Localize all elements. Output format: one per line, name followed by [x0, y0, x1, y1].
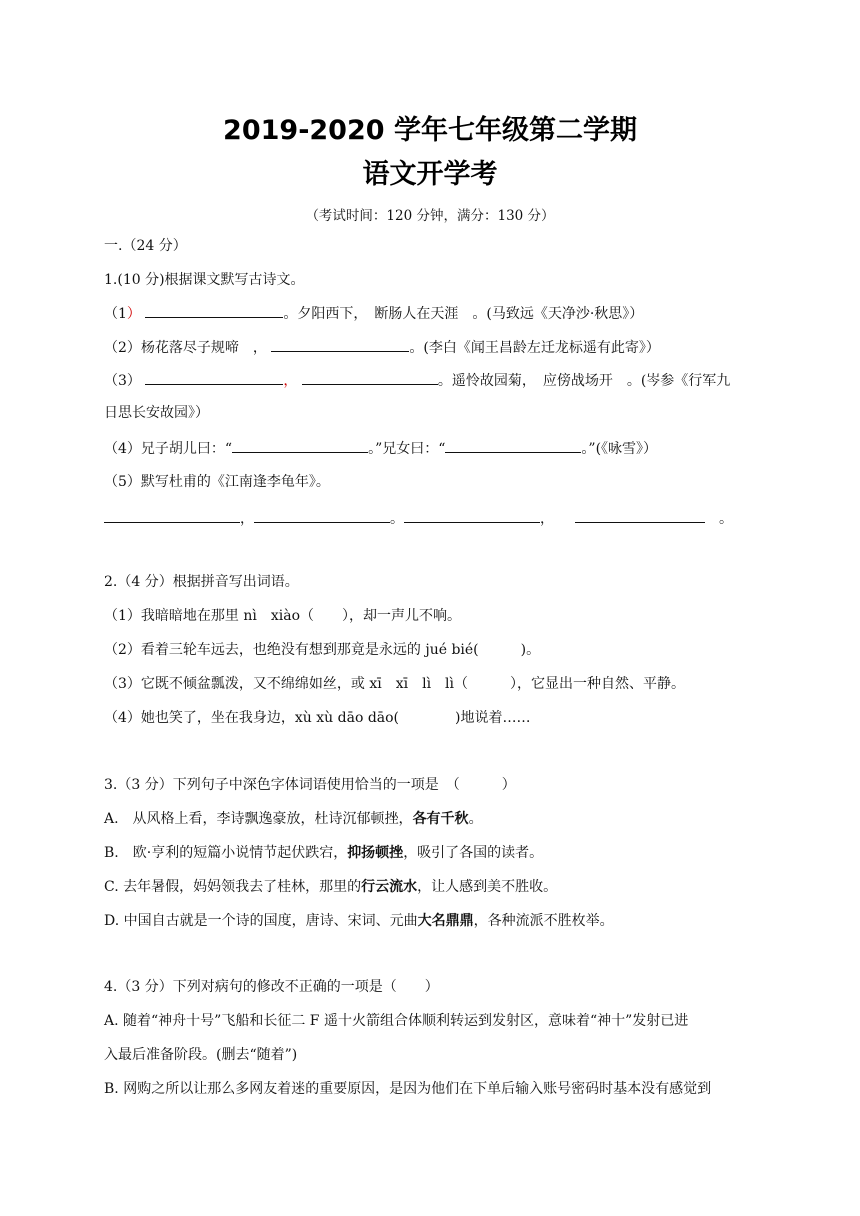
- answer-blank[interactable]: [445, 438, 581, 453]
- exam-subtitle: 语文开学考: [362, 159, 498, 190]
- q4-option-b-line1: B. 网购之所以让那么多网友着迷的重要原因，是因为他们在下单后输入账号密码时基本没有感觉到: [104, 1081, 712, 1097]
- section-heading: 一.（24 分）: [104, 238, 187, 254]
- key-phrase: 各有千秋: [412, 811, 469, 827]
- answer-blank[interactable]: [145, 370, 283, 385]
- q1-item-2: [104, 337, 660, 358]
- q1-item-5-blanks: [104, 508, 733, 529]
- q1-3-text: 。遥怜故园菊， 应傍战场开 。(岑参《行军九: [437, 373, 731, 389]
- q3-option-d: [104, 911, 614, 931]
- q1-item-3: [104, 370, 730, 391]
- answer-blank[interactable]: [145, 303, 283, 318]
- q1-item-3-cont: 日思长安故园》）: [104, 405, 209, 421]
- answer-blank[interactable]: [302, 370, 438, 385]
- q1-3-comma: ，: [283, 373, 298, 389]
- q1-5-sep-4: 。: [719, 511, 733, 527]
- key-phrase: 行云流水: [361, 879, 418, 895]
- q2-item-3: （3）它既不倾盆瓢泼，又不绵绵如丝，或 xī xī lì lì（ ），它显出一种自然、平静。: [104, 676, 686, 692]
- option-text: ，各种流派不胜枚举。: [473, 913, 614, 929]
- q1-5-sep-1: ，: [240, 511, 254, 527]
- answer-blank[interactable]: [232, 438, 368, 453]
- option-text: D. 中国自古就是一个诗的国度，唐诗、宋词、元曲: [104, 913, 418, 929]
- q1-4-text-b: 。”兄女曰：“: [368, 441, 446, 457]
- q1-1-number: （1: [104, 306, 127, 322]
- q1-5-sep-2: 。: [390, 511, 404, 527]
- answer-blank[interactable]: [575, 508, 705, 523]
- q4-option-a-line1: A. 随着“神舟十号”飞船和长征二 F 遥十火箭组合体顺利转运到发射区，意味着“神十”发射已进: [104, 1013, 689, 1029]
- q1-item-1: [104, 303, 643, 324]
- option-text: ，吸引了各国的读者。: [403, 845, 544, 861]
- q2-stem: 2.（4 分）根据拼音写出词语。: [104, 574, 299, 590]
- q2-item-2: （2）看着三轮车远去，也绝没有想到那竟是永远的 jué bié( )。: [104, 642, 541, 658]
- q3-stem: 3.（3 分）下列句子中深色字体词语使用恰当的一项是 （ ）: [104, 777, 516, 793]
- option-text: 。: [468, 811, 483, 827]
- q3-option-b: [104, 843, 543, 863]
- answer-blank[interactable]: [271, 337, 409, 352]
- q1-2-text-a: （2）杨花落尽子规啼 ，: [104, 340, 267, 356]
- q1-stem: 1.(10 分)根据课文默写古诗文。: [104, 272, 305, 288]
- exam-info: （考试时间：120 分钟，满分：130 分）: [305, 208, 555, 224]
- q4-stem: 4.（3 分）下列对病句的修改不正确的一项是（ ）: [104, 979, 439, 995]
- key-phrase: 抑扬顿挫: [347, 845, 404, 861]
- q1-2-text-b: 。(李白《闻王昌龄左迁龙标遥有此寄》）: [409, 340, 660, 356]
- q3-option-c: [104, 877, 557, 897]
- option-text: C. 去年暑假，妈妈领我去了桂林，那里的: [104, 879, 362, 895]
- key-phrase: 大名鼎鼎: [417, 913, 474, 929]
- answer-blank[interactable]: [254, 508, 390, 523]
- q1-4-text-c: 。”(《咏雪》）: [581, 441, 658, 457]
- q2-item-1: （1）我暗暗地在那里 nì xiào（ ），却一声儿不响。: [104, 608, 461, 624]
- option-text: B. 欧·亨利的短篇小说情节起伏跌宕，: [104, 845, 348, 861]
- q4-option-a-line2: 入最后准备阶段。(删去“随着”): [104, 1047, 298, 1063]
- q1-1-paren: ）: [126, 306, 141, 322]
- q2-item-4: （4）她也笑了，坐在我身边，xù xù dāo dāo( )地说着……: [104, 710, 531, 726]
- option-text: ，让人感到美不胜收。: [417, 879, 558, 895]
- q1-4-text-a: （4）兄子胡儿曰：“: [104, 441, 233, 457]
- q3-option-a: [104, 809, 483, 829]
- q1-1-text: 。夕阳西下， 断肠人在天涯 。(马致远《天净沙·秋思》）: [283, 306, 644, 322]
- q1-item-4: [104, 438, 657, 459]
- q1-3-number: （3）: [104, 373, 141, 389]
- answer-blank[interactable]: [104, 508, 240, 523]
- q1-5-sep-3: ，: [540, 511, 547, 527]
- option-text: A. 从风格上看，李诗飘逸豪放，杜诗沉郁顿挫，: [104, 811, 413, 827]
- q1-item-5: （5）默写杜甫的《江南逢李龟年》。: [104, 474, 330, 490]
- exam-title: 2019-2020 学年七年级第二学期: [223, 115, 637, 146]
- answer-blank[interactable]: [404, 508, 540, 523]
